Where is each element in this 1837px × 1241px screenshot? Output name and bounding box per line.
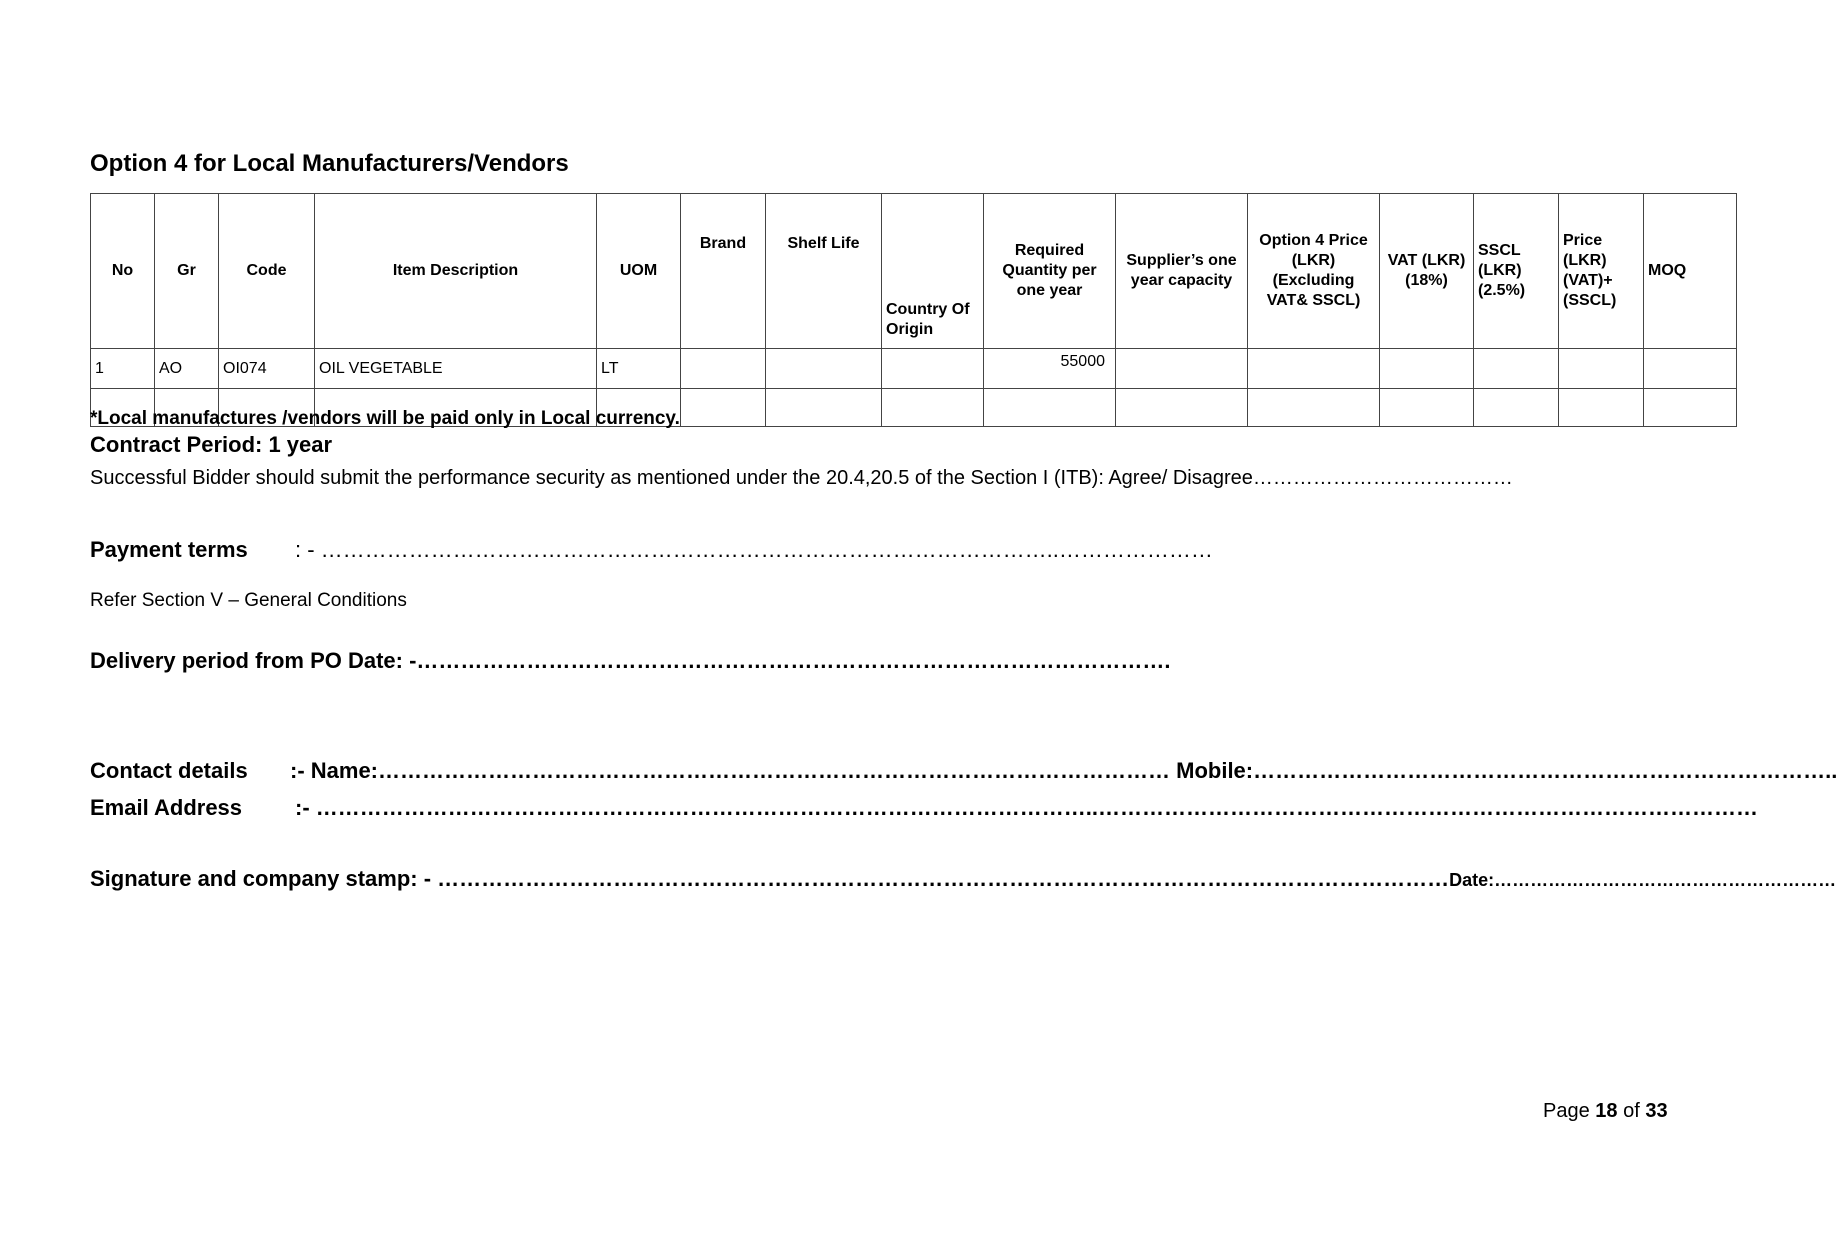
header-option4-price: Option 4 Price (LKR) (Excluding VAT& SSCL)	[1248, 194, 1380, 349]
payment-terms-line	[90, 537, 1213, 563]
signature-line	[90, 866, 1836, 892]
table-row	[91, 349, 1737, 389]
email-address-label: Email Address	[90, 795, 243, 820]
cell-brand	[681, 349, 766, 389]
cell-country-of-origin	[882, 389, 984, 427]
cell-sscl	[1474, 389, 1559, 427]
payment-terms-label: Payment terms	[90, 537, 248, 562]
cell-supplier-capacity	[1116, 349, 1248, 389]
cell-code: OI074	[219, 349, 315, 389]
header-code: Code	[219, 194, 315, 349]
total-page-count: 33	[1645, 1100, 1668, 1122]
cell-moq	[1644, 349, 1737, 389]
header-country-of-origin: Country Of Origin	[882, 194, 984, 349]
signature-field[interactable]: Signature and company stamp: - …………………………………………………………………………………………………………………………	[90, 866, 1450, 891]
cell-supplier-capacity	[1116, 389, 1248, 427]
contract-period: Contract Period: 1 year	[90, 432, 333, 457]
current-page-number: 18	[1595, 1100, 1618, 1122]
header-required-quantity: Required Quantity per one year	[984, 194, 1116, 349]
header-brand: Brand	[681, 194, 766, 349]
page-word: Page	[1543, 1100, 1590, 1122]
cell-shelf-life	[766, 349, 882, 389]
contact-details-label: Contact details	[90, 758, 248, 783]
email-address-line	[90, 795, 1758, 821]
cell-required-quantity	[984, 389, 1116, 427]
page-number-footer	[1543, 1100, 1668, 1123]
header-gr: Gr	[155, 194, 219, 349]
items-table	[90, 193, 1737, 427]
page-title: Option 4 for Local Manufacturers/Vendors	[90, 150, 569, 177]
header-item-description: Item Description	[315, 194, 597, 349]
cell-option4-price	[1248, 349, 1380, 389]
cell-shelf-life	[766, 389, 882, 427]
contact-details-line	[90, 758, 1837, 784]
cell-uom: LT	[597, 349, 681, 389]
cell-brand	[681, 389, 766, 427]
header-shelf-life: Shelf Life	[766, 194, 882, 349]
currency-note: *Local manufactures /vendors will be paid only in Local currency.	[90, 408, 680, 429]
cell-item-description: OIL VEGETABLE	[315, 349, 597, 389]
cell-required-quantity: 55000	[984, 349, 1116, 389]
header-moq: MOQ	[1644, 194, 1737, 349]
performance-security-statement: Successful Bidder should submit the performance security as mentioned under the 20.4,20.5 of the Section I (ITB): Agree/ Disagree…………………………………	[90, 467, 1513, 489]
cell-moq	[1644, 389, 1737, 427]
cell-total-price	[1559, 389, 1644, 427]
cell-sscl	[1474, 349, 1559, 389]
cell-country-of-origin	[882, 349, 984, 389]
refer-section-note: Refer Section V – General Conditions	[90, 590, 407, 611]
cell-total-price	[1559, 349, 1644, 389]
header-vat: VAT (LKR) (18%)	[1380, 194, 1474, 349]
email-address-field[interactable]: :- ……………………………………………………………………………………………..………………………………………………………………………………	[295, 795, 1758, 820]
of-word: of	[1623, 1100, 1640, 1122]
contact-name-mobile-field[interactable]: :- Name:……………………………………………………………………………………………… Mobile:……………………………………………………………………..	[290, 758, 1837, 783]
cell-vat	[1380, 389, 1474, 427]
cell-vat	[1380, 349, 1474, 389]
header-no: No	[91, 194, 155, 349]
cell-option4-price	[1248, 389, 1380, 427]
payment-terms-field[interactable]: : - ………………………………………………………………………………………..…………………	[295, 537, 1213, 562]
delivery-period-field[interactable]: Delivery period from PO Date: -………………………………………………………………………………………….	[90, 648, 1171, 673]
header-uom: UOM	[597, 194, 681, 349]
table-header-row	[91, 194, 1737, 349]
header-total-price: Price (LKR) (VAT)+ (SSCL)	[1559, 194, 1644, 349]
header-supplier-capacity: Supplier’s one year capacity	[1116, 194, 1248, 349]
signature-date-field[interactable]: Date:…………………………………………………	[1449, 870, 1837, 890]
cell-no: 1	[91, 349, 155, 389]
header-sscl: SSCL (LKR) (2.5%)	[1474, 194, 1559, 349]
cell-gr: AO	[155, 349, 219, 389]
